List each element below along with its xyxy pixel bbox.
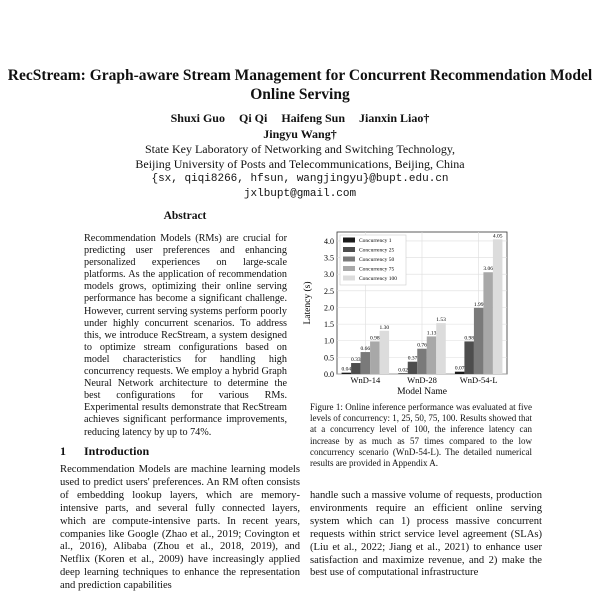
bar [380,331,390,374]
legend-swatch [343,266,355,271]
bar [436,323,446,374]
y-tick-label: 2.0 [324,303,334,313]
y-tick-label: 1.5 [324,320,334,330]
data-label: 1.99 [473,301,484,308]
legend-swatch [343,247,355,252]
email: {sx, qiqi8266, hfsun, wangjingyu}@bupt.edu.cn [151,173,449,185]
bar [417,349,427,374]
author: Jingyu Wang† [263,127,337,141]
y-tick-label: 3.5 [324,253,334,263]
data-label: 0.76 [417,342,427,349]
x-axis-label: Model Name [397,387,447,397]
data-label: 3.06 [483,266,493,273]
author: Shuxi Guo [170,111,225,125]
legend-swatch [343,257,355,262]
data-label: 1.13 [426,330,437,337]
data-label: 0.66 [360,346,371,353]
data-label: 0.37 [407,355,418,362]
intro-text: Recommendation Models are machine learning models used to predict users' preferences. An RM often consists of embedding lookup layers, which are memory-intensive parts, and several fully connected layers, which are compute-intensive parts. In recent years, companies like Google (Zhao et al., 2019; Covington et al., 2016), Alibaba (Zhou et al., 2018, 2019), and Netflix (Koren et al., 2009) have increasingly applied deep learning techniques to enhance the representation and prediction capabilities [60,464,300,592]
author: Haifeng Sun [281,111,346,125]
y-tick-label: 4.0 [324,236,334,246]
y-tick-label: 2.5 [324,286,334,296]
affiliation-line: State Key Laboratory of Networking and Switching Technology, [144,142,456,156]
x-tick-label: WnD-54-L [459,375,498,385]
bar [398,373,408,374]
latency-bar-chart [300,225,540,400]
author: Jianxin Liao† [359,111,430,125]
data-label: 0.02 [398,367,408,374]
data-label: 1.53 [436,317,446,324]
legend-label: Concurrency 1 [359,238,392,244]
bar [464,341,474,374]
legend-label: Concurrency 75 [359,266,395,273]
legend-swatch [343,238,355,243]
abstract-heading: Abstract [163,210,207,222]
y-axis-label: Latency (s) [303,281,313,325]
bar [370,341,380,374]
bar [351,363,361,374]
bar [408,362,418,374]
legend-swatch [343,276,355,281]
data-label: 0.98 [464,335,474,342]
legend-label: Concurrency 50 [359,257,395,263]
data-label: 0.98 [370,335,380,342]
data-label: 0.07 [454,365,465,372]
bar [342,373,352,374]
author: Qi Qi [238,111,268,125]
data-label: 1.30 [379,324,390,331]
bar [474,308,484,374]
x-tick-label: WnD-28 [407,375,437,385]
section-heading [60,444,167,459]
x-tick-label: WnD-14 [350,375,381,385]
section-number: 1 [60,444,66,458]
bar [427,336,437,374]
data-label: 0.33 [351,357,361,364]
affiliation-line: Beijing University of Posts and Telecommunications, Beijing, China [135,157,465,171]
bar [361,352,370,374]
email: jxlbupt@gmail.com [243,188,357,200]
section-title: Introduction [84,444,150,458]
y-tick-label: 0.5 [324,353,334,363]
affiliation [0,142,600,202]
figure-caption: Figure 1: Online inference performance was evaluated at five levels of concurrency: 1, 25, 50, 75, 100. Results showed that at a concurrency level of 100, the inference latency can increase by as much as 57 times compared to the low concurrency scenario (WnD-54-L). The detailed numerical results are provided in Appendix A. [310,402,532,469]
legend-label: Concurrency 100 [359,276,398,282]
bar [483,272,493,374]
data-label: 0.04 [341,366,352,373]
data-label: 4.05 [492,233,503,240]
y-tick-label: 0.0 [324,370,334,379]
body-text: handle such a massive volume of requests, production environments require an efficient online serving system which can 1) process massive concurrent requests within strict service level agreement (SLAs) (Liu et al., 2022; Jiang et al., 2021) to enhance user satisfaction and maximize revenue, and 2) make the best use of computational infrastructure [310,490,542,579]
legend-label: Concurrency 25 [359,247,395,254]
paper-title: RecStream: Graph-aware Stream Management for Concurrent Recommendation Model Online Serving [7,67,593,103]
y-tick-label: 1.0 [324,336,334,346]
abstract-text: Recommendation Models (RMs) are crucial for predicting user preferences and enhancing personalized experiences on large-scale platforms. As the application of recommendation models grows, optimizing their online serving performance has become a significant challenge. However, current serving systems perform poorly under highly concurrent scenarios. To address this, we introduce RecStream, a system designed to optimize stream configurations based on model characteristics for handling high concurrency requests. We employ a hybrid Graph Neural Network architecture to determine the best configurations for various RMs. Experimental results demonstrate that RecStream achieves significant performance improvements, reducing latency by up to 74%. [84,233,287,438]
author-list [0,110,600,142]
bar [455,372,465,374]
bar [493,239,503,374]
y-tick-label: 3.0 [324,270,334,280]
